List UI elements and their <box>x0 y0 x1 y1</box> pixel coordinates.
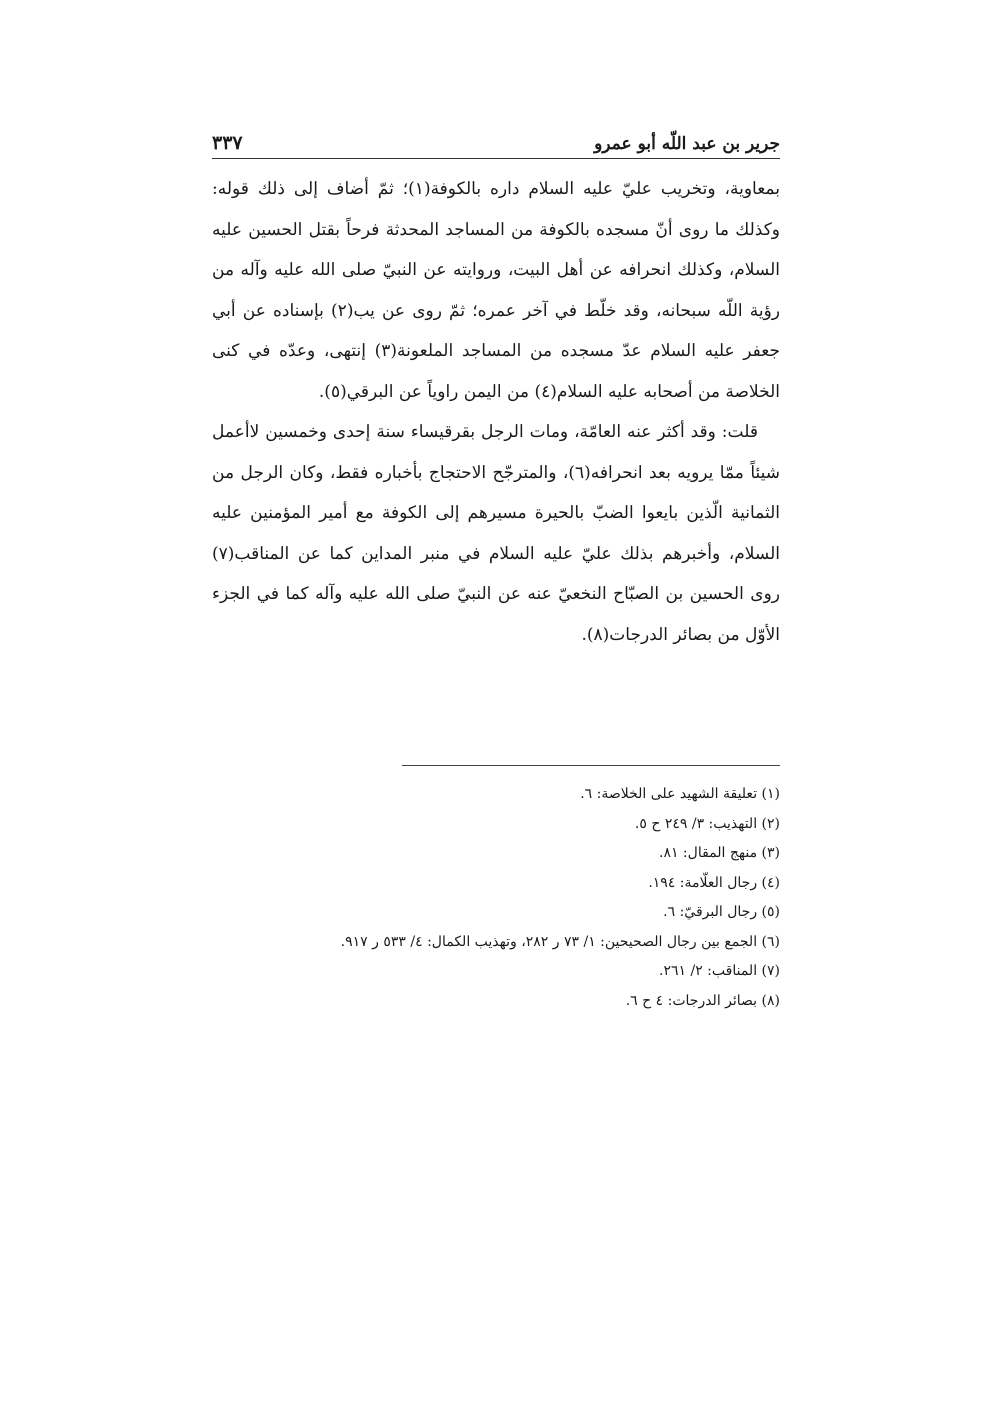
footnote-8: (٨) بصائر الدرجات: ٤ ح ٦. <box>625 992 780 1009</box>
footnote-6: (٦) الجمع بين رجال الصحيحين: ١/ ٧٣ ر ٢٨٢، وتهذيب الكمال: ٤/ ٥٣٣ ر ٩١٧. <box>340 933 780 950</box>
footnote-divider <box>402 765 780 766</box>
book-page <box>212 118 780 1016</box>
footnote-1: (١) تعليقة الشهيد على الخلاصة: ٦. <box>580 786 780 802</box>
footnote-3: (٣) منهج المقال: ٨١. <box>658 845 780 861</box>
running-title: جرير بن عبد اللّه أبو عمرو <box>594 134 780 154</box>
page-header <box>212 118 780 159</box>
page-number: ٣٣٧ <box>212 132 243 154</box>
footnote-4: (٤) رجال العلّامة: ١٩٤. <box>648 874 780 891</box>
footnote-2: (٢) التهذيب: ٣/ ٢٤٩ ح ٥. <box>634 815 780 832</box>
footnotes <box>212 765 780 1016</box>
main-text <box>212 169 780 655</box>
footnote-5: (٥) رجال البرقيّ: ٦. <box>663 904 780 920</box>
footnote-7: (٧) المناقب: ٢/ ٢٦١. <box>659 963 780 979</box>
paragraph-2: قلت: وقد أكثر عنه العامّة، ومات الرجل بقرقيساء سنة إحدى وخمسين لاأعمل شيئاً ممّا يرويه بعد انحرافه(٦)، والمترجّح الاحتجاج بأخباره فقط، وكان الرجل من الثمانية الّذين بايعوا الضبّ بالحيرة مسيرهم إلى الكوفة مع أمير المؤمنين عليه السلام، وأخبرهم بذلك عليّ عليه السلام في منبر المداين كما عن المناقب(٧) روى الحسين بن الصبّاح النخعيّ عنه عن النبيّ صلى الله عليه وآله كما في الجزء الأوّل من بصائر الدرجات(٨). <box>212 422 781 645</box>
paragraph-1: بمعاوية، وتخريب عليّ عليه السلام داره بالكوفة(١)؛ ثمّ أضاف إلى ذلك قوله: وكذلك ما روى أنّ مسجده بالكوفة من المساجد المحدثة فرحاً بقتل الحسين عليه السلام، وكذلك انحرافه عن أهل البيت، وروايته عن النبيّ صلى الله عليه وآله من رؤية اللّه سبحانه، وقد خلّط في آخر عمره؛ ثمّ روى عن يب(٢) بإسناده عن أبي جعفر عليه السلام عدّ مسجده من المساجد الملعونة(٣) إنتهى، وعدّه في كنى الخلاصة من أصحابه عليه السلام(٤) من اليمن راوياً عن البرقي(٥). <box>212 179 780 402</box>
